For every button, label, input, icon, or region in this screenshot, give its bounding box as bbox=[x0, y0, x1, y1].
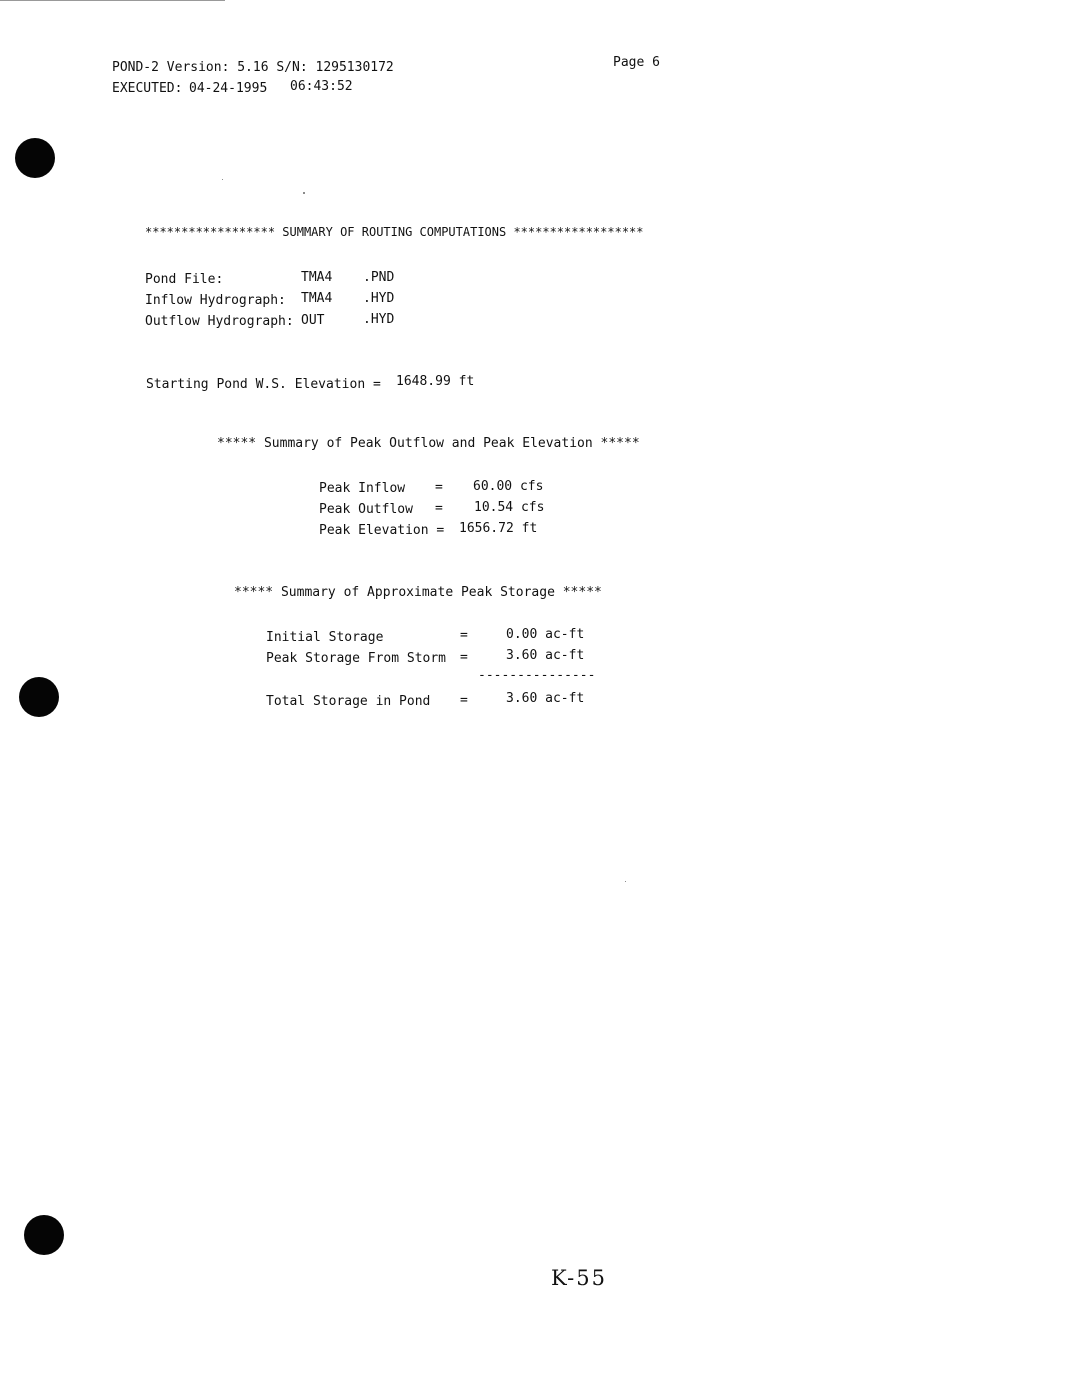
peak-row-value: 1656.72 ft bbox=[459, 521, 538, 536]
punch-hole-top bbox=[15, 138, 55, 178]
peak-row-value: 10.54 cfs bbox=[474, 500, 545, 515]
file-label: Inflow Hydrograph: bbox=[145, 293, 286, 308]
scan-speck bbox=[303, 192, 305, 194]
storage-total-eq: = bbox=[460, 693, 468, 708]
file-ext: .HYD bbox=[363, 291, 395, 306]
scan-speck bbox=[222, 179, 223, 180]
document-code: K-55 bbox=[551, 1266, 607, 1290]
file-label: Outflow Hydrograph: bbox=[145, 314, 294, 329]
file-ext: .HYD bbox=[363, 312, 395, 327]
punch-hole-bottom bbox=[24, 1215, 64, 1255]
scan-speck bbox=[625, 881, 626, 882]
page-number: Page 6 bbox=[613, 55, 660, 70]
peak-row-eq: = bbox=[435, 501, 443, 516]
storage-row-value: 3.60 ac-ft bbox=[506, 648, 585, 663]
file-name: OUT bbox=[301, 313, 325, 328]
storage-section-title: ***** Summary of Approximate Peak Storage ***** bbox=[234, 585, 602, 600]
file-name: TMA4 bbox=[301, 291, 333, 306]
peak-row-value: 60.00 cfs bbox=[473, 479, 544, 494]
file-name: TMA4 bbox=[301, 270, 333, 285]
starting-elevation-value: 1648.99 ft bbox=[396, 374, 475, 389]
storage-total-label: Total Storage in Pond bbox=[266, 694, 431, 709]
peak-row-label: Peak Outflow bbox=[319, 502, 413, 517]
peak-section-title: ***** Summary of Peak Outflow and Peak Elevation ***** bbox=[217, 436, 640, 451]
storage-row-value: 0.00 ac-ft bbox=[506, 627, 585, 642]
summary-title: ****************** SUMMARY OF ROUTING COMPUTATIONS ****************** bbox=[145, 225, 644, 239]
storage-row-label: Initial Storage bbox=[266, 630, 384, 645]
executed-label: EXECUTED: bbox=[112, 81, 183, 96]
peak-row-label: Peak Inflow bbox=[319, 481, 406, 496]
executed-date: 04-24-1995 bbox=[189, 81, 268, 96]
version-line: POND-2 Version: 5.16 S/N: 1295130172 bbox=[112, 60, 394, 75]
storage-row-eq: = bbox=[460, 650, 468, 665]
storage-total-value: 3.60 ac-ft bbox=[506, 691, 585, 706]
storage-row-label: Peak Storage From Storm bbox=[266, 651, 447, 666]
peak-row-eq: = bbox=[435, 480, 443, 495]
file-ext: .PND bbox=[363, 270, 395, 285]
peak-row-label: Peak Elevation = bbox=[319, 523, 445, 538]
executed-time: 06:43:52 bbox=[290, 79, 353, 94]
file-label: Pond File: bbox=[145, 272, 224, 287]
storage-divider: --------------- bbox=[478, 668, 596, 683]
punch-hole-middle bbox=[19, 677, 59, 717]
scan-edge-line bbox=[0, 0, 225, 1]
starting-elevation-label: Starting Pond W.S. Elevation = bbox=[146, 377, 381, 392]
storage-row-eq: = bbox=[460, 628, 468, 643]
